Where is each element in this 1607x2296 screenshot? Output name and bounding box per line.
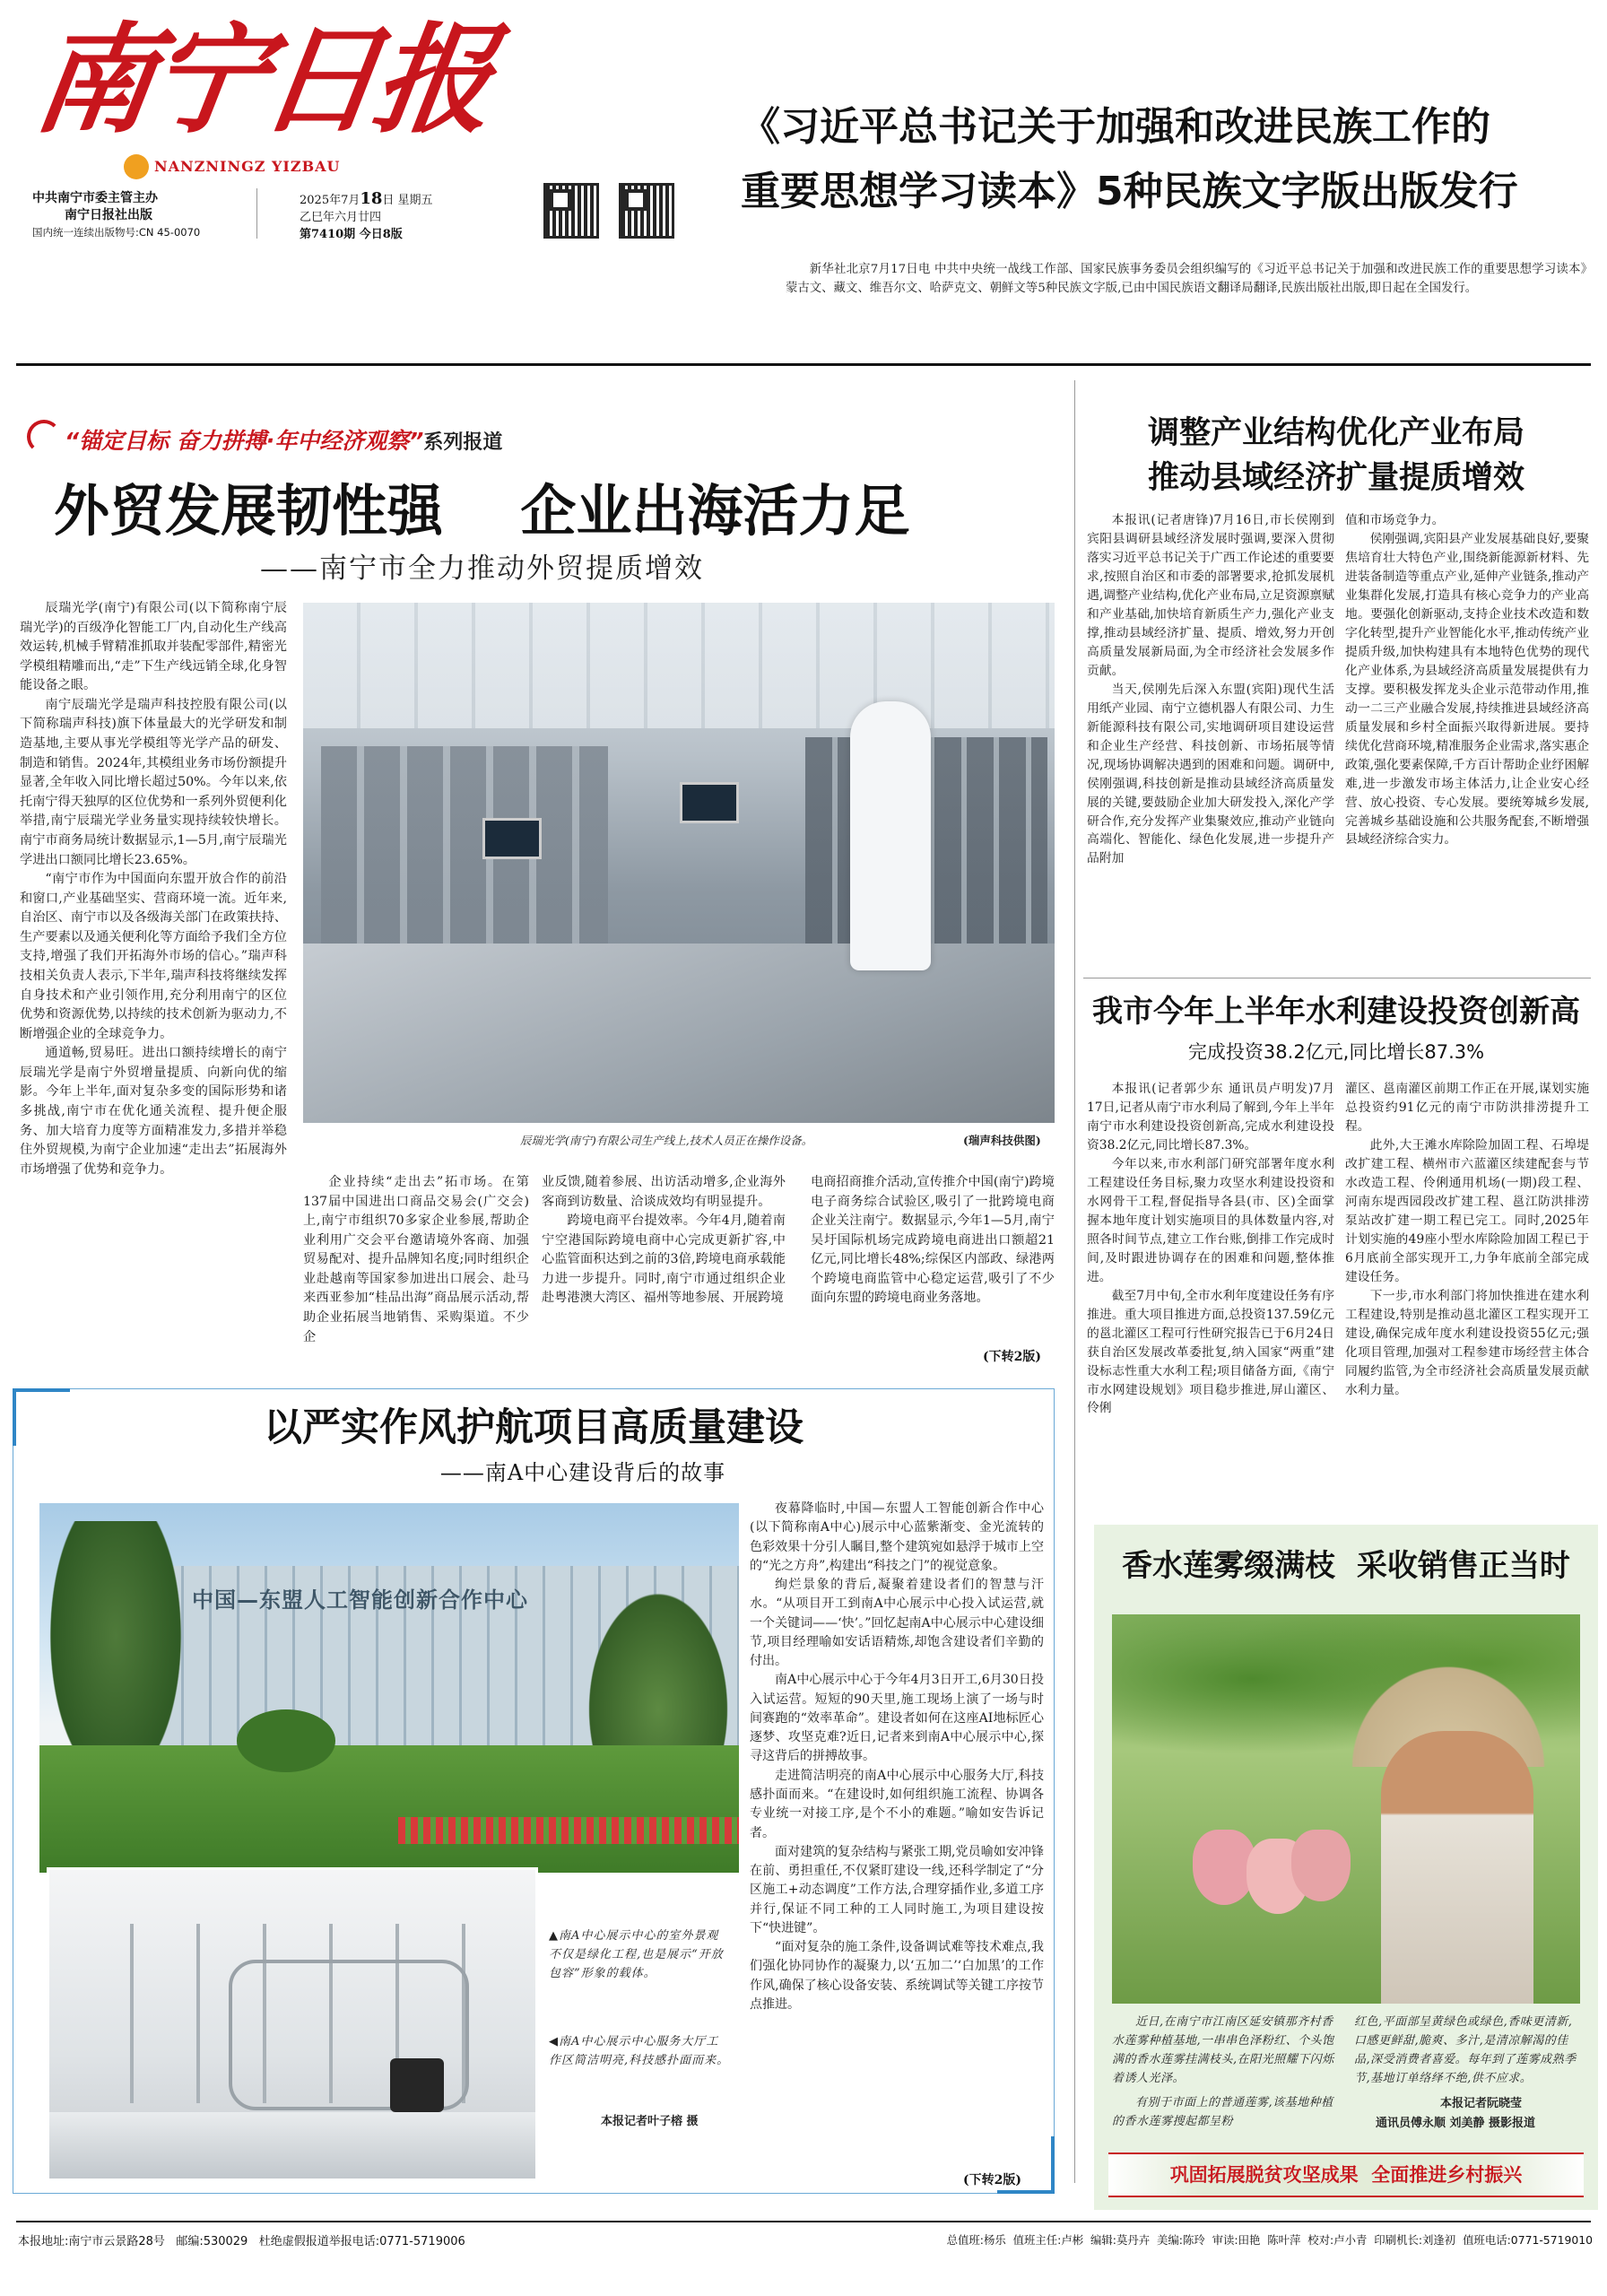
series-arc-icon: [27, 420, 61, 454]
date-weekday: 日 星期五: [382, 194, 433, 207]
pear-caption-1: 近日,在南宁市江南区延安镇那齐村香水莲雾种植基地,一串串色泽粉红、个头饱满的香水莲雾挂满枝头,在阳光照耀下闪烁着诱人光泽。: [1112, 2015, 1334, 2085]
water-paragraph: 灌区、邕南灌区前期工作正在开展,谋划实施总投资约91亿元的南宁市防洪排涝提升工程。: [1345, 1082, 1589, 1134]
factory-photo-credit: (瑞声科技供图): [963, 1134, 1041, 1147]
project-column: [750, 1500, 1044, 2190]
lead-paragraph: 电商招商推介活动,宣传推介中国(南宁)跨境电子商务综合试验区,吸引了一批跨境电商企业关注南宁。数据显示,今年1—5月,南宁吴圩国际机场完成跨境电商进出口额超21亿元,同比增长48%;综保区内部政、绿港两个跨境电商监管中心稳定运营,吸引了不少面向东盟的跨境电商业务落地。: [811, 1175, 1055, 1306]
factory-photo: [303, 603, 1055, 1123]
county-column-1: [1087, 511, 1334, 952]
county-headline-line1: 调整产业结构优化产业布局: [1147, 414, 1524, 451]
masthead-date: [300, 190, 506, 243]
lead-column-4: [811, 1173, 1055, 1344]
pear-banner: [1108, 2152, 1584, 2197]
project-paragraph: 面对建筑的复杂结构与紧张工期,党员喻如安冲锋在前、勇担重任,不仅紧盯建设一线,还科学制定了“分区施工+动态调度”工作方法,合理穿插作业,多道工序并行,保证不同工种的工人同时施工,为项目建设按下“快进键”。: [750, 1844, 1044, 1935]
project-credit: 本报记者叶子榕 摄: [601, 2115, 699, 2128]
date-day: 18: [360, 189, 383, 208]
masthead-logo: [26, 9, 498, 157]
footer-right: 总值班:杨乐 值班主任:卢彬 编辑:莫丹卉 美编:陈玲 审读:田艳 陈叶萍 校对:卢小青 印刷机长:刘逢初 值班电话:0771-5719010: [946, 2233, 1593, 2247]
pear-headline: 香水莲雾缀满枝 采收销售正当时: [1122, 1548, 1570, 1584]
project-paragraph: 夜幕降临时,中国—东盟人工智能创新合作中心(以下简称南A中心)展示中心蓝紫渐变、金光流转的色彩效果十分引人瞩目,整个建筑宛如悬浮于城市上空的“光之方舟”,构建出“科技之门”的视觉意象。: [750, 1501, 1044, 1573]
project-paragraph: 走进简洁明亮的南A中心展示中心服务大厅,科技感扑面而来。“在建设时,如何组织施工流程、协调各专业统一对接工序,是个不小的难题。”喻如安告诉记者。: [750, 1768, 1044, 1840]
lead-column-1: [20, 599, 287, 1369]
water-paragraph: 此外,大王滩水库除险加固工程、石埠堤改扩建工程、横州市六蓝灌区续建配套与节水改造工程、伶俐通用机场(一期)段工程、河南东堤西园段改扩建工程、邕江防洪排涝泵站改扩建一期工程已完工。同时,2025年计划实施的49座小型水库除险加固工程已于6月底前全部实现开工,力争年底前全部完成建设任务。: [1345, 1137, 1589, 1284]
pear-credit-2: 通讯员傅永顺 刘美静 摄影报道: [1376, 2117, 1536, 2130]
water-paragraph: 截至7月中旬,全市水利年度建设任务有序推进。重大项目推进方面,总投资137.59亿元的邕北灌区工程可行性研究报告已于6月24日获自治区发展改革委批复,纳入国家“两重”建设标志性重大水利工程;项目储备方面,《南宁市水网建设规划》项目稳步推进,屏山灌区、伶俐: [1087, 1288, 1334, 1416]
water-paragraph: 今年以来,市水利部门研究部署年度水利工程建设任务目标,聚力攻坚水利建设投资和水网骨干工程,督促指导各县(市、区)全面掌握本地年度计划实施项目的具体数量内容,对照各时间节点,建立工作台账,倒排工作完成时间,及时跟进协调存在的困难和问题,整体推进。: [1087, 1156, 1334, 1284]
qr-code-icon[interactable]: [543, 183, 599, 239]
building-photo: [39, 1503, 739, 1873]
pear-caption-3: 红色,平面部呈黄绿色或绿色,香味更清新,口感更鲜甜,脆爽、多汁,是清凉解渴的佳品,深受消费者喜爱。每年到了莲雾成熟季节,基地订单络绎不绝,供不应求。: [1354, 2015, 1577, 2085]
lead-continued[interactable]: (下转2版): [983, 1350, 1041, 1364]
water-subhead: 完成投资38.2亿元,同比增长87.3%: [1187, 1041, 1485, 1063]
water-paragraph: 下一步,市水利部门将加快推进在建水利工程建设,特别是推动邕北灌区工程实现开工建设,确保完成年度水利建设投资55亿元;强化项目管理,加强对工程参建市场经营主体合同履约监管,为全市经济社会高质量发展贡献水利力量。: [1345, 1288, 1589, 1397]
project-paragraph: 南A中心展示中心于今年4月3日开工,6月30日投入试运营。短短的90天里,施工现场上演了一场与时间赛跑的“效率革命”。建设者如何在这座AI地标匠心逐梦、攻坚克难?近日,记者来到南A中心展示中心,探寻这背后的拼搏故事。: [750, 1673, 1044, 1764]
pear-banner-text: 巩固拓展脱贫攻坚成果 全面推进乡村振兴: [1169, 2164, 1523, 2186]
lead-subhead: ——南宁市全力推动外贸提质增效: [260, 552, 704, 585]
cn-number: 国内统一连续出版物号:CN 45-0070: [32, 226, 201, 239]
lunar-date: 乙巳年六月廿四: [300, 211, 382, 224]
county-headline: [1085, 411, 1587, 500]
project-caption-2: ◀南A中心展示中心服务大厅工作区简洁明亮,科技感扑面而来。: [549, 2035, 730, 2067]
footer-left: 本报地址:南宁市云景路28号 邮编:530029 杜绝虚假报道举报电话:0771-5719006: [18, 2235, 465, 2248]
pear-credit-1: 本报记者阮晓莹: [1440, 2097, 1523, 2110]
qr-code-icon[interactable]: [619, 183, 674, 239]
interior-photo: [47, 1867, 538, 2181]
publisher-text: 南宁日报社出版: [65, 208, 152, 222]
series-title: “锚定目标 奋力拼搏·年中经济观察”: [65, 428, 424, 454]
lead-column-3: [542, 1173, 786, 1369]
county-paragraph: 当天,侯刚先后深入东盟(宾阳)现代生活用纸产业园、南宁立德机器人有限公司、力生新能源科技有限公司,实地调研项目建设运营和企业生产经营、科技创新、市场拓展等情况,现场协调解决遇到的困难和问题。调研中,侯刚强调,科技创新是推动县域经济高质量发展的关键,要鼓励企业加大研发投入,深化产学研合作,充分发挥产业集聚效应,推动产业链向高端化、智能化、绿色化发展,进一步提升产品附加: [1087, 682, 1334, 866]
farmer-figure: [1381, 1731, 1533, 2004]
top-headline-line1: 《习近平总书记关于加强和改进民族工作的: [741, 104, 1490, 150]
water-paragraph: 本报讯(记者郭少东 通讯员卢明发)7月17日,记者从南宁市水利局了解到,今年上半年南宁市水利建设投资创新高,完成水利建设投资38.2亿元,同比增长87.3%。: [1087, 1082, 1334, 1152]
project-paragraph: 绚烂景象的背后,凝聚着建设者们的智慧与汗水。“从项目开工到南A中心展示中心投入试运营,就一个关键词——‘快’。”回忆起南A中心展示中心建设细节,项目经理喻如安话语精炼,却饱含建设者们辛勤的付出。: [750, 1578, 1044, 1669]
lead-paragraph: 企业持续“走出去”拓市场。在第137届中国进出口商品交易会(广交会)上,南宁市组织70多家企业参展,帮助企业利用广交会平台邀请境外客商、加强贸易配对、提升品牌知名度;同时组织企业赴越南等国家参加进出口展会、赴马来西亚参加“桂品出海”商品展示活动,帮助企业拓展当地销售、采购渠道。不少企: [303, 1175, 529, 1344]
technician-figure: [850, 701, 931, 970]
masthead-info-left: [32, 190, 248, 241]
logo-icon: [124, 154, 149, 179]
project-caption-1: ▲南A中心展示中心的室外景观不仅是绿化工程,也是展示“开放包容”形象的载体。: [549, 1929, 724, 1980]
top-headline-line2: 重要思想学习读本》5种民族文字版出版发行: [741, 169, 1518, 214]
county-column-2: [1345, 511, 1589, 952]
issue-number: 第7410期 今日8版: [300, 228, 403, 241]
county-headline-line2: 推动县域经济扩量提质增效: [1147, 459, 1524, 496]
lead-paragraph: “南宁市作为中国面向东盟开放合作的前沿和窗口,产业基础坚实、营商环境一流。近年来,自治区、南宁市以及各级海关部门在政策扶持、生产要素以及通关便利化等方面给予我们全方位支持,增强了我们开拓海外市场的信心。”瑞声科技相关负责人表示,下半年,瑞声科技将继续发挥自身技术和产业引领作用,充分利用南宁的区位优势和资源优势,以持续的技术创新为驱动力,不断增强企业的全球竞争力。: [20, 872, 287, 1041]
factory-photo-caption: 辰瑞光学(南宁)有限公司生产线上,技术人员正在操作设备。: [520, 1134, 813, 1147]
lead-paragraph: 辰瑞光学(南宁)有限公司(以下简称南宁辰瑞光学)的百级净化智能工厂内,自动化生产线高效运转,机械手臂精准抓取并装配零部件,精密光学模组精雕而出,“走”下生产线远销全球,化身智能设备之眼。: [20, 601, 287, 693]
water-headline: 我市今年上半年水利建设投资创新高: [1092, 994, 1580, 1030]
project-headline: 以严实作风护航项目高质量建设: [264, 1405, 804, 1450]
lead-paragraph: 跨境电商平台提效率。今年4月,随着南宁空港国际跨境电商中心完成更新扩容,中心监管面积达到之前的3倍,跨境电商承载能力进一步提升。同时,南宁市通过组织企业赴粤港澳大湾区、福州等地参展、开展跨境: [542, 1213, 786, 1306]
water-column-2: [1345, 1080, 1589, 1510]
water-column-1: [1087, 1080, 1334, 1510]
lead-paragraph: 南宁辰瑞光学是瑞声科技控股有限公司(以下简称瑞声科技)旗下体量最大的光学研发和制造基地,主要从事光学模组等光学产品的研发、制造和销售。2024年,其模组业务市场份额提升显著,全年收入同比增长超过50%。今年以来,依托南宁得天独厚的区位优势和一系列外贸便利化举措,南宁辰瑞光学业务量实现持续较快增长。南宁市商务局统计数据显示,1—5月,南宁辰瑞光学进出口额同比增长23.65%。: [20, 697, 287, 867]
series-suffix: 系列报道: [423, 431, 503, 454]
county-paragraph: 本报讯(记者唐锋)7月16日,市长侯刚到宾阳县调研县域经济发展时强调,要深入贯彻落实习近平总书记关于广西工作论述的重要要求,按照自治区和市委的部署要求,抢抓发展机遇,调整产业结构,优化产业布局,立足资源禀赋和产业基础,加快培育新质生产力,强化产业支撑,推动县域经济扩量、提质、增效,努力开创高质量发展新局面,为全市经济社会发展多作贡献。: [1087, 513, 1334, 678]
project-continued[interactable]: (下转2版): [960, 2170, 1021, 2188]
lead-paragraph: 业反馈,随着参展、出访活动增多,企业海外客商到访数量、洽谈成效均有明显提升。: [542, 1175, 786, 1209]
county-paragraph: 值和市场竞争力。: [1345, 513, 1445, 527]
project-subhead: ——南A中心建设背后的故事: [439, 1460, 726, 1485]
series-label: [27, 420, 502, 456]
pear-photo: [1112, 1614, 1580, 2004]
masthead-title: 南宁日报: [26, 11, 498, 150]
lead-paragraph: 通道畅,贸易旺。进出口额持续增长的南宁辰瑞光学是南宁外贸增量提质、向新向优的缩影。今年上半年,面对复杂多变的国际形势和诸多挑战,南宁市在优化通关流程、提升便企服务、加大培育力度等方面精准发力,多措并举稳住外贸规模,为南宁企业加速“走出去”拓展海外市场增强了优势和竞争力。: [20, 1046, 287, 1177]
lead-headline: 外贸发展韧性强 企业出海活力足: [54, 478, 910, 544]
pear-caption-2: 有别于市面上的普通莲雾,该基地种植的香水莲雾搜起都呈粉: [1112, 2096, 1333, 2128]
top-story-body: 新华社北京7月17日电 中共中央统一战线工作部、国家民族事务委员会组织编写的《习近平总书记关于加强和改进民族工作的重要思想学习读本》蒙古文、藏文、维吾尔文、哈萨克文、朝鲜文等5种民族文字版,已由中国民族语文翻译局翻译,民族出版社出版,即日起在全国发行。: [786, 263, 1593, 295]
masthead-pinyin: NANZNINGZ YIZBAU: [154, 158, 341, 175]
county-paragraph: 侯刚强调,宾阳县产业发展基础良好,要聚焦培育壮大特色产业,围绕新能源新材料、先进装备制造等重点产业,延伸产业链条,推动产业集群化发展,打造具有核心竞争力的产业高地。要强化创新驱动,支持企业技术改造和数字化转型,提升产业智能化水平,推动传统产业提质升级,加快构建具有本地特色优势的现代化产业体系,为县域经济高质量发展提供有力支撑。要积极发挥龙头企业示范带动作用,推动一二三产业融合发展,持续推进县域经济高质量发展和乡村全面振兴取得新进展。要持续优化营商环境,精准服务企业需求,落实惠企政策,强化要素保障,千方百计帮助企业纾困解难,进一步激发市场主体活力,让企业安心经营、放心投资、专心发展。要统筹城乡发展,完善城乡基础设施和公共服务配套,不断增强县域经济综合实力。: [1345, 531, 1589, 848]
date-month: 2025年7月: [300, 194, 360, 207]
lead-column-2: [303, 1173, 529, 1369]
project-paragraph: “面对复杂的施工条件,设备调试难等技术难点,我们强化协同协作的凝聚力,以‘五加二’‘白加黑’的工作作风,确保了核心设备安装、系统调试等关键工序按节点推进。: [750, 1940, 1044, 2012]
sponsor-text: 中共南宁市委主管主办: [32, 191, 158, 205]
building-sign: 中国—东盟人工智能创新合作中心: [192, 1587, 528, 1613]
